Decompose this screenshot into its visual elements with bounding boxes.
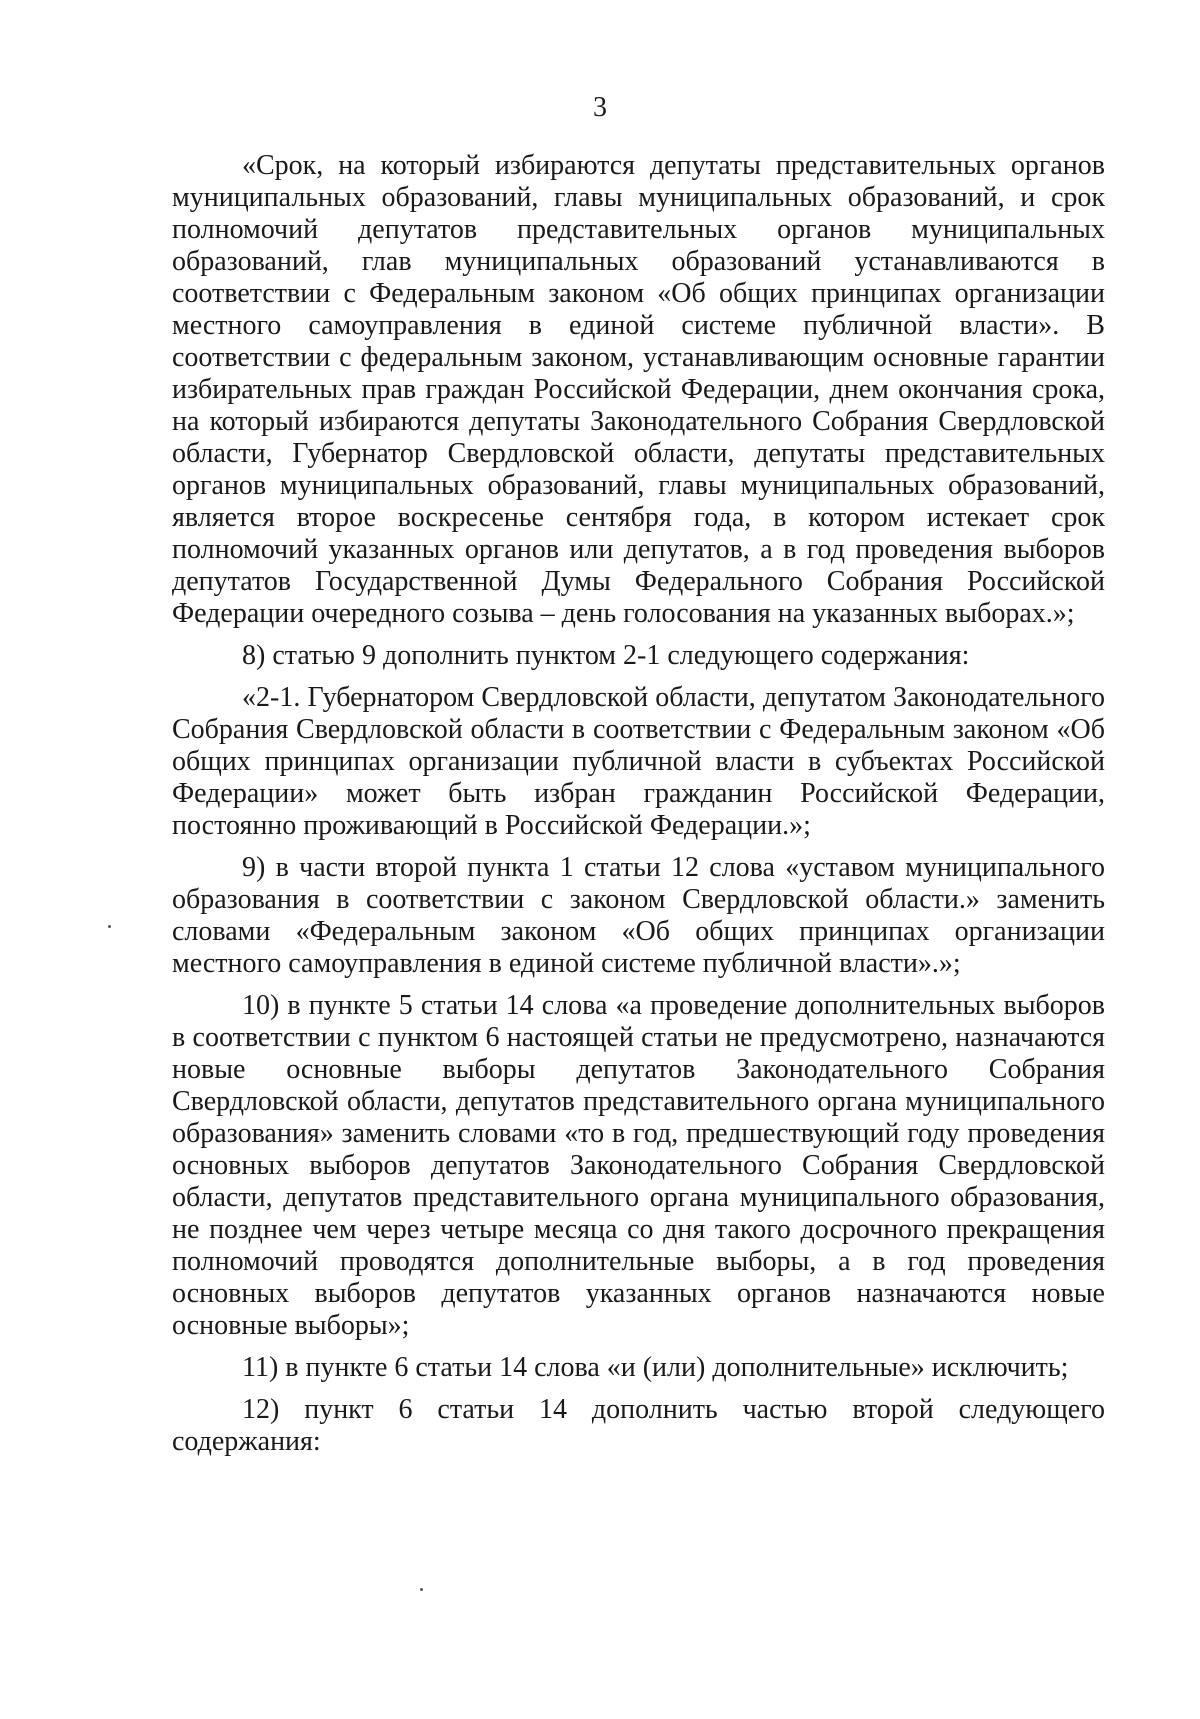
paragraph-item-12: 12) пункт 6 статьи 14 дополнить частью второй следующего содержания: xyxy=(172,1394,1105,1457)
document-body xyxy=(172,150,1105,1468)
paragraph-item-9: 9) в части второй пункта 1 статьи 12 слова «уставом муниципального образования в соответствии с законом Свердловской области.» заменить словами «Федеральным законом «Об общих принципах организации местного самоуправления в единой системе публичной власти».»; xyxy=(172,852,1105,979)
paragraph-item-8: 8) статью 9 дополнить пунктом 2-1 следующего содержания: xyxy=(242,640,970,671)
scan-speck xyxy=(108,925,111,928)
paragraph-item-2-1: «2-1. Губернатором Свердловской области, депутатом Законодательного Собрания Свердловской области в соответствии с Федеральным законом «Об общих принципах организации публичной власти в субъектах Российской Федерации» может быть избран гражданин Российской Федерации, постоянно проживающий в Российской Федерации.»; xyxy=(172,682,1105,841)
paragraph-item-11: 11) в пункте 6 статьи 14 слова «и (или) дополнительные» исключить; xyxy=(242,1352,1069,1383)
paragraph-item-10: 10) в пункте 5 статьи 14 слова «а проведение дополнительных выборов в соответствии с пунктом 6 настоящей статьи не предусмотрено, назначаются новые основные выборы депутатов Законодательного Собрания Свердловской области, депутатов представительного органа муниципального образования» заменить словами «то в год, предшествующий году проведения основных выборов депутатов Законодательного Собрания Свердловской области, депутатов представительного органа муниципального образования, не позднее чем через четыре месяца со дня такого досрочного прекращения полномочий проводятся дополнительные выборы, а в год проведения основных выборов депутатов указанных органов назначаются новые основные выборы»; xyxy=(172,990,1105,1341)
scan-speck xyxy=(420,1588,423,1591)
page-number: 3 xyxy=(593,92,607,123)
paragraph-term-of-office: «Срок, на который избираются депутаты представительных органов муниципальных образований, главы муниципальных образований, и срок полномочий депутатов представительных органов муниципальных образований, глав муниципальных образований устанавливаются в соответствии с Федеральным законом «Об общих принципах организации местного самоуправления в единой системе публичной власти». В соответствии с федеральным законом, устанавливающим основные гарантии избирательных прав граждан Российской Федерации, днем окончания срока, на который избираются депутаты Законодательного Собрания Свердловской области, Губернатор Свердловской области, депутаты представительных органов муниципальных образований, главы муниципальных образований, является второе воскресенье сентября года, в котором истекает срок полномочий указанных органов или депутатов, а в год проведения выборов депутатов Государственной Думы Федерального Собрания Российской Федерации очередного созыва – день голосования на указанных выборах.»; xyxy=(172,150,1105,629)
